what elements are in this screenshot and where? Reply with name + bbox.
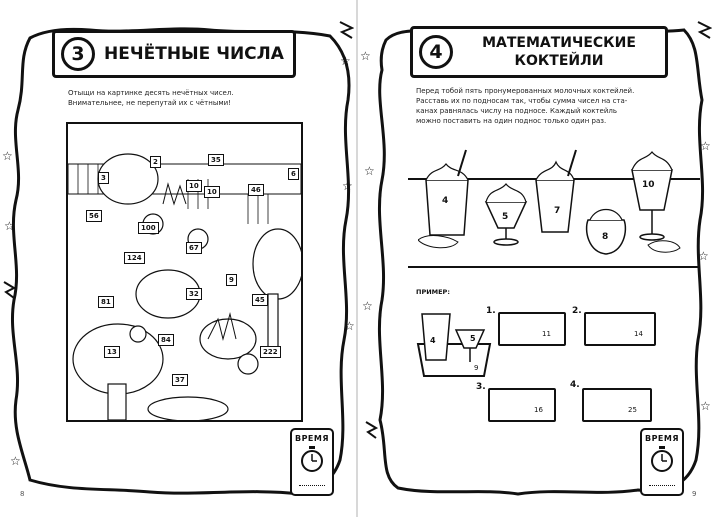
tray-value: 14	[634, 330, 643, 338]
star-icon: ☆	[2, 149, 13, 163]
number-sign: 3	[98, 172, 109, 184]
task-number-badge: 3	[61, 37, 95, 71]
lightning-icon	[696, 20, 712, 40]
example-tray	[414, 300, 494, 380]
star-icon: ☆	[362, 299, 373, 313]
lightning-icon	[338, 20, 354, 40]
tray-value: 11	[542, 330, 551, 338]
right-page	[358, 0, 716, 517]
page-number: 8	[20, 490, 25, 498]
star-icon: ☆	[360, 49, 371, 63]
number-sign: 2	[150, 156, 161, 168]
tray-2[interactable]	[584, 312, 656, 346]
cocktail-number: 4	[442, 196, 449, 206]
tray-number: 1.	[486, 306, 496, 316]
left-instructions	[68, 88, 298, 108]
example-glass-number: 5	[470, 334, 476, 343]
cocktail-number: 10	[642, 180, 655, 190]
star-icon: ☆	[700, 139, 711, 153]
cocktail-number: 5	[502, 212, 509, 222]
number-sign: 10	[204, 186, 220, 198]
right-title-box	[410, 26, 668, 78]
number-sign: 124	[124, 252, 145, 264]
star-icon: ☆	[4, 219, 15, 233]
tray-value: 25	[628, 406, 637, 414]
page-title: НЕЧЁТНЫЕ ЧИСЛА	[104, 44, 284, 64]
title-line: КОКТЕЙЛИ	[514, 53, 604, 69]
number-sign: 100	[138, 222, 159, 234]
lightning-icon	[2, 280, 16, 300]
tray-3[interactable]	[488, 388, 556, 422]
number-sign: 222	[260, 346, 281, 358]
instruction-line: Перед тобой пять пронумерованных молочных коктейлей.	[416, 87, 635, 95]
page-number: 9	[692, 490, 697, 498]
number-sign: 81	[98, 296, 114, 308]
odd-numbers-picture	[66, 122, 303, 422]
tray-number: 3.	[476, 382, 486, 392]
instruction-line: Внимательнее, не перепутай их с чётными!	[68, 99, 231, 107]
timer-box	[290, 428, 334, 496]
timer-label: ВРЕМЯ	[294, 434, 330, 443]
timer-answer-line[interactable]	[649, 481, 675, 486]
stopwatch-icon	[292, 445, 332, 475]
number-sign: 32	[186, 288, 202, 300]
stopwatch-icon	[642, 445, 682, 475]
right-instructions	[416, 86, 666, 126]
instruction-line: Расставь их по подносам так, чтобы сумма чисел на ста-	[416, 97, 628, 105]
star-icon: ☆	[340, 54, 351, 68]
instruction-line: канах равнялась числу на подносе. Каждый коктейль	[416, 107, 617, 115]
tray-number: 2.	[572, 306, 582, 316]
tray-4[interactable]	[582, 388, 652, 422]
cocktails-illustration	[418, 140, 698, 265]
star-icon: ☆	[698, 249, 709, 263]
number-sign: 45	[252, 294, 268, 306]
number-sign: 35	[208, 154, 224, 166]
number-sign: 37	[172, 374, 188, 386]
number-sign: 67	[186, 242, 202, 254]
tray-value: 16	[534, 406, 543, 414]
timer-answer-line[interactable]	[299, 481, 325, 486]
number-sign: 9	[226, 274, 237, 286]
number-sign: 10	[186, 180, 202, 192]
tray-1[interactable]	[498, 312, 566, 346]
example-sum: 9	[474, 364, 479, 372]
title-line: МАТЕМАТИЧЕСКИЕ	[482, 35, 636, 51]
cocktail-number: 7	[554, 206, 561, 216]
number-sign: 46	[248, 184, 264, 196]
number-sign: 13	[104, 346, 120, 358]
timer-label: ВРЕМЯ	[644, 434, 680, 443]
lightning-icon	[364, 420, 378, 440]
example-label: ПРИМЕР:	[416, 288, 450, 296]
task-number-badge: 4	[419, 35, 453, 69]
timer-box	[640, 428, 684, 496]
instruction-line: Отыщи на картинке десять нечётных чисел.	[68, 89, 234, 97]
number-sign: 56	[86, 210, 102, 222]
star-icon: ☆	[344, 319, 355, 333]
tray-number: 4.	[570, 380, 580, 390]
star-icon: ☆	[342, 179, 353, 193]
instruction-line: можно поставить на один поднос только один раз.	[416, 117, 607, 125]
star-icon: ☆	[10, 454, 21, 468]
page-title	[453, 34, 665, 70]
star-icon: ☆	[700, 399, 711, 413]
cocktail-number: 8	[602, 232, 609, 242]
example-glass-number: 4	[430, 336, 436, 345]
star-icon: ☆	[364, 164, 375, 178]
number-sign: 6	[288, 168, 299, 180]
left-title-box	[52, 30, 296, 78]
number-sign: 84	[158, 334, 174, 346]
